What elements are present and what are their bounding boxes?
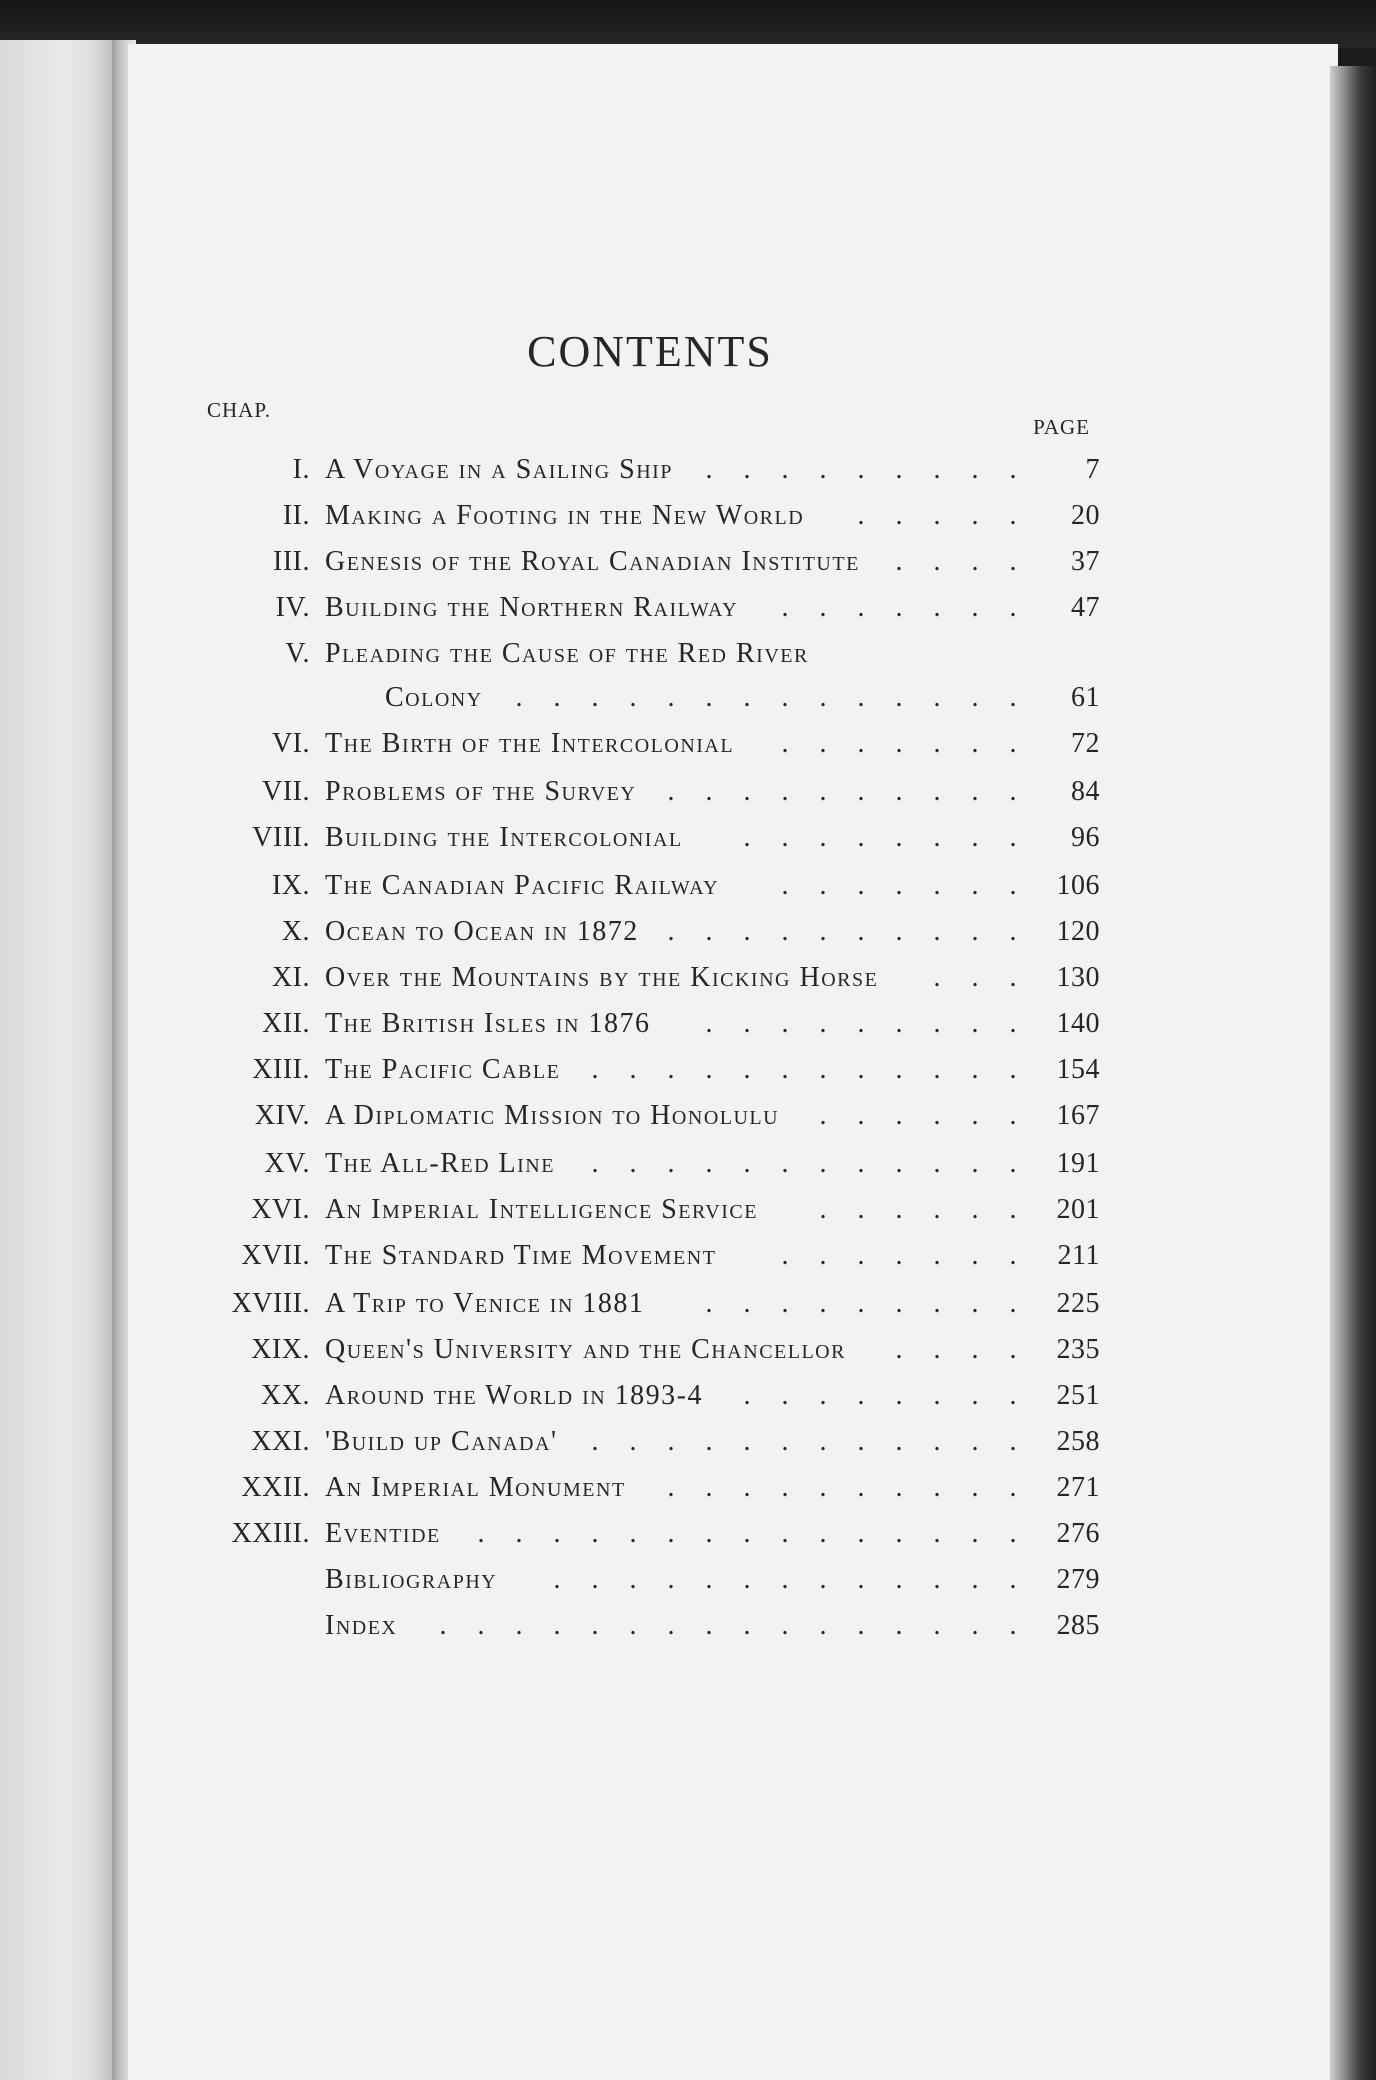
dot-leader: . . . . . . . . . . . . bbox=[591, 1426, 1017, 1457]
chapter-number: XXIII. bbox=[231, 1518, 310, 1549]
toc-entry[interactable] bbox=[150, 822, 1100, 872]
dot-leader: . . . . bbox=[895, 1334, 1017, 1365]
chapter-number: XVI. bbox=[251, 1194, 310, 1225]
chapter-number: XX. bbox=[261, 1380, 310, 1411]
dot-leader: . . . . . . . . . . bbox=[667, 776, 1017, 807]
toc-entry[interactable] bbox=[150, 728, 1100, 778]
dot-leader: . . . . . . . . . bbox=[705, 1288, 1017, 1319]
chapter-title: The British Isles in 1876 bbox=[325, 1008, 651, 1039]
toc-entry[interactable] bbox=[150, 1380, 1100, 1430]
dot-leader: . . . . . . . . . . . . . . bbox=[515, 682, 1017, 713]
toc-entry[interactable] bbox=[150, 546, 1100, 596]
toc-entry[interactable] bbox=[150, 1518, 1100, 1568]
toc-entry[interactable] bbox=[150, 1334, 1100, 1384]
toc-entry[interactable] bbox=[150, 1288, 1100, 1338]
chapter-title: The Canadian Pacific Railway bbox=[325, 870, 720, 901]
dot-leader: . . . . . . . bbox=[781, 1240, 1017, 1271]
dot-leader: . . . . . . . . . . . . . . . . bbox=[439, 1610, 1017, 1641]
chapter-number: XV. bbox=[264, 1148, 310, 1179]
chapter-title: 'Build up Canada' bbox=[325, 1426, 558, 1457]
chapter-number: V. bbox=[285, 638, 310, 669]
chapter-title: Ocean to Ocean in 1872 bbox=[325, 916, 639, 947]
chapter-title: Building the Northern Railway bbox=[325, 592, 739, 623]
dot-leader: . . . . bbox=[895, 546, 1017, 577]
page-number: 61 bbox=[1071, 682, 1100, 713]
dot-leader: . . . . . . . . . . . . bbox=[591, 1054, 1017, 1085]
chapter-title: Building the Intercolonial bbox=[325, 822, 683, 853]
toc-entry[interactable] bbox=[150, 1610, 1100, 1660]
page-number: 47 bbox=[1071, 592, 1100, 623]
chapter-title: A Trip to Venice in 1881 bbox=[325, 1288, 645, 1319]
chapter-title: Problems of the Survey bbox=[325, 776, 637, 807]
dot-leader: . . . . . . . . bbox=[743, 1380, 1017, 1411]
dot-leader: . . . . . . . . . . bbox=[667, 916, 1017, 947]
chapter-number: XIX. bbox=[251, 1334, 310, 1365]
chapter-title: Over the Mountains by the Kicking Horse bbox=[325, 962, 879, 993]
chapter-number: IV. bbox=[275, 592, 310, 623]
page-number: 20 bbox=[1071, 500, 1100, 531]
chapter-title: The Standard Time Movement bbox=[325, 1240, 717, 1271]
page-number: 96 bbox=[1071, 822, 1100, 853]
toc-entry[interactable] bbox=[150, 454, 1100, 504]
chapter-title-continuation: Colony bbox=[385, 682, 483, 713]
toc-entry[interactable] bbox=[150, 1100, 1100, 1150]
toc-entry[interactable] bbox=[150, 500, 1100, 550]
chapter-title: Index bbox=[325, 1610, 398, 1641]
chapter-title: Genesis of the Royal Canadian Institute bbox=[325, 546, 860, 577]
toc-entry[interactable] bbox=[150, 1472, 1100, 1522]
dot-leader: . . . . . . . . . bbox=[705, 1008, 1017, 1039]
dot-leader: . . . . . . bbox=[819, 1100, 1017, 1131]
toc-entry[interactable] bbox=[150, 776, 1100, 826]
page-number: 201 bbox=[1056, 1194, 1100, 1225]
page-number: 72 bbox=[1071, 728, 1100, 759]
toc-entry[interactable] bbox=[150, 1194, 1100, 1244]
page-number: 258 bbox=[1056, 1426, 1100, 1457]
toc-entry[interactable] bbox=[150, 1240, 1100, 1290]
toc-entry[interactable] bbox=[150, 916, 1100, 966]
page-number: 251 bbox=[1056, 1380, 1100, 1411]
chapter-title: The All-Red Line bbox=[325, 1148, 555, 1179]
page-number: 7 bbox=[1085, 454, 1100, 485]
toc-entry[interactable] bbox=[150, 962, 1100, 1012]
chapter-title: An Imperial Monument bbox=[325, 1472, 626, 1503]
chapter-title: An Imperial Intelligence Service bbox=[325, 1194, 758, 1225]
dot-leader: . . . . . . bbox=[819, 1194, 1017, 1225]
dot-leader: . . . bbox=[933, 962, 1017, 993]
page-number: 154 bbox=[1056, 1054, 1100, 1085]
toc-entry[interactable] bbox=[150, 1426, 1100, 1476]
chapter-number: XXII. bbox=[241, 1472, 310, 1503]
chapter-title: The Pacific Cable bbox=[325, 1054, 561, 1085]
chapter-title: A Diplomatic Mission to Honolulu bbox=[325, 1100, 780, 1131]
dot-leader: . . . . . . . bbox=[781, 870, 1017, 901]
chapter-number: XIII. bbox=[252, 1054, 310, 1085]
dot-leader: . . . . . . . . . . . . . . . bbox=[477, 1518, 1017, 1549]
dot-leader: . . . . . . . . bbox=[743, 822, 1017, 853]
dot-leader: . . . . . . . . . . . . bbox=[591, 1148, 1017, 1179]
chapter-title: Eventide bbox=[325, 1518, 441, 1549]
chapter-number: VII. bbox=[262, 776, 310, 807]
chapter-title: Bibliography bbox=[325, 1564, 498, 1595]
page-number: 211 bbox=[1057, 1240, 1100, 1271]
chapter-title: Pleading the Cause of the Red River bbox=[325, 638, 809, 669]
toc-entry[interactable] bbox=[150, 1054, 1100, 1104]
chapter-number: VI. bbox=[271, 728, 310, 759]
page-number: 225 bbox=[1056, 1288, 1100, 1319]
page-number: 106 bbox=[1056, 870, 1100, 901]
toc-entry[interactable] bbox=[150, 638, 1100, 713]
chapter-number: XII. bbox=[262, 1008, 310, 1039]
dot-leader: . . . . . . . bbox=[781, 728, 1017, 759]
chapter-title: Around the World in 1893-4 bbox=[325, 1380, 704, 1411]
chap-column-header: CHAP. bbox=[207, 398, 271, 422]
page-number: 276 bbox=[1056, 1518, 1100, 1549]
chapter-number: XVII. bbox=[241, 1240, 310, 1271]
chapter-number: II. bbox=[282, 500, 310, 531]
dot-leader: . . . . . . . . . . . . . bbox=[553, 1564, 1017, 1595]
chapter-number: I. bbox=[292, 454, 310, 485]
page-number: 235 bbox=[1056, 1334, 1100, 1365]
page-number: 130 bbox=[1056, 962, 1100, 993]
chapter-title: The Birth of the Intercolonial bbox=[325, 728, 735, 759]
page-number: 285 bbox=[1056, 1610, 1100, 1641]
page-title: CONTENTS bbox=[527, 327, 773, 376]
chapter-number: XXI. bbox=[251, 1426, 310, 1457]
chapter-title: A Voyage in a Sailing Ship bbox=[325, 454, 673, 485]
toc-entry[interactable] bbox=[150, 592, 1100, 642]
page-number: 120 bbox=[1056, 916, 1100, 947]
dot-leader: . . . . . . . . . bbox=[705, 454, 1017, 485]
page-number: 140 bbox=[1056, 1008, 1100, 1039]
chapter-number: XVIII. bbox=[231, 1288, 310, 1319]
toc-entry[interactable] bbox=[150, 1008, 1100, 1058]
page-number: 84 bbox=[1071, 776, 1100, 807]
page-number: 167 bbox=[1056, 1100, 1100, 1131]
page-number: 191 bbox=[1056, 1148, 1100, 1179]
page-column-header: PAGE bbox=[1033, 415, 1090, 439]
chapter-number: III. bbox=[273, 546, 310, 577]
toc-entry[interactable] bbox=[150, 870, 1100, 920]
dot-leader: . . . . . . . . . . bbox=[667, 1472, 1017, 1503]
chapter-title: Making a Footing in the New World bbox=[325, 500, 805, 531]
chapter-number: IX. bbox=[271, 870, 310, 901]
toc-entry[interactable] bbox=[150, 1148, 1100, 1198]
toc-entry[interactable] bbox=[150, 1564, 1100, 1614]
chapter-number: XI. bbox=[271, 962, 310, 993]
page-number: 37 bbox=[1071, 546, 1100, 577]
chapter-number: XIV. bbox=[254, 1100, 310, 1131]
dot-leader: . . . . . bbox=[857, 500, 1017, 531]
chapter-number: X. bbox=[281, 916, 310, 947]
chapter-title: Queen's University and the Chancellor bbox=[325, 1334, 846, 1365]
page-number: 279 bbox=[1056, 1564, 1100, 1595]
page-number: 271 bbox=[1056, 1472, 1100, 1503]
chapter-number: VIII. bbox=[252, 822, 310, 853]
dot-leader: . . . . . . . bbox=[781, 592, 1017, 623]
